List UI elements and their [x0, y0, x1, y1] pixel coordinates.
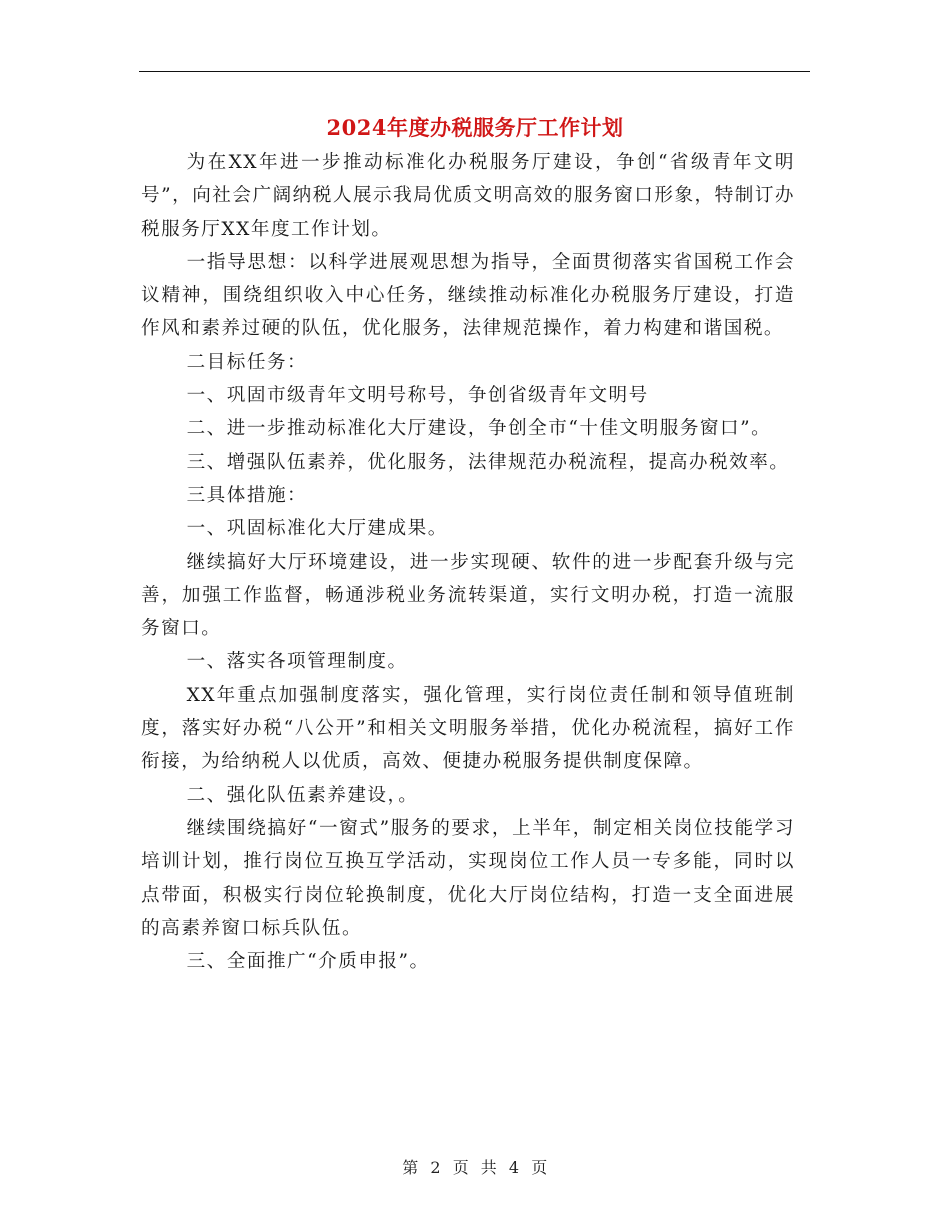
footer-label-ye: 页	[452, 1158, 470, 1177]
paragraph: 为在XX年进一步推动标准化办税服务厅建设，争创“省级青年文明号”，向社会广阔纳税人展示我局优质文明高效的服务窗口形象，特制订办税服务厅XX年度工作计划。	[141, 152, 796, 240]
document-title: 2024年度办税服务厅工作计划	[326, 115, 624, 140]
paragraph: 三具体措施：	[186, 484, 308, 506]
footer-label-gong: 共	[480, 1158, 498, 1177]
paragraph: XX年重点加强制度落实，强化管理，实行岗位责任制和领导值班制度，落实好办税“八公开”和相关文明服务举措，优化办税流程，搞好工作衔接，为给纳税人以优质，高效、便捷办税服务提供制度保障。	[141, 684, 795, 773]
page-footer	[0, 1155, 950, 1178]
paragraph: 二、进一步推动标准化大厅建设，争创全市“十佳文明服务窗口”。	[186, 418, 772, 440]
paragraph: 一、巩固市级青年文明号称号，争创省级青年文明号	[186, 385, 649, 407]
footer-label-di: 第	[402, 1158, 419, 1177]
total-pages-number: 4	[508, 1158, 520, 1177]
paragraph: 继续搞好大厅环境建设，进一步实现硬、软件的进一步配套升级与完善，加强工作监督，畅通涉税业务流转渠道，实行文明办税，打造一流服务窗口。	[141, 551, 795, 640]
paragraph: 二目标任务：	[186, 351, 308, 373]
header-rule	[139, 71, 810, 72]
paragraph: 三、全面推广“介质申报”。	[186, 951, 430, 973]
paragraph: 三、增强队伍素养，优化服务，法律规范办税流程，提高办税效率。	[186, 451, 790, 473]
paragraph: 一、巩固标准化大厅建成果。	[186, 518, 448, 540]
paragraph: 二、强化队伍素养建设，。	[186, 784, 419, 806]
paragraph: 一指导思想：以科学进展观思想为指导，全面贯彻落实省国税工作会议精神，围绕组织收入中心任务，继续推动标准化办税服务厅建设，打造作风和素养过硬的队伍，优化服务，法律规范操作，着力构建和谐国税。	[141, 251, 795, 340]
paragraph: 继续围绕搞好“一窗式”服务的要求，上半年，制定相关岗位技能学习培训计划，推行岗位互换互学活动，实现岗位工作人员一专多能，同时以点带面，积极实行岗位轮换制度，优化大厅岗位结构，打造一支全面进展的高素养窗口标兵队伍。	[141, 817, 795, 939]
footer-label-ye-end: 页	[531, 1158, 548, 1177]
document-body	[141, 146, 795, 978]
current-page-number: 2	[430, 1158, 442, 1177]
paragraph: 一、落实各项管理制度。	[186, 651, 408, 673]
